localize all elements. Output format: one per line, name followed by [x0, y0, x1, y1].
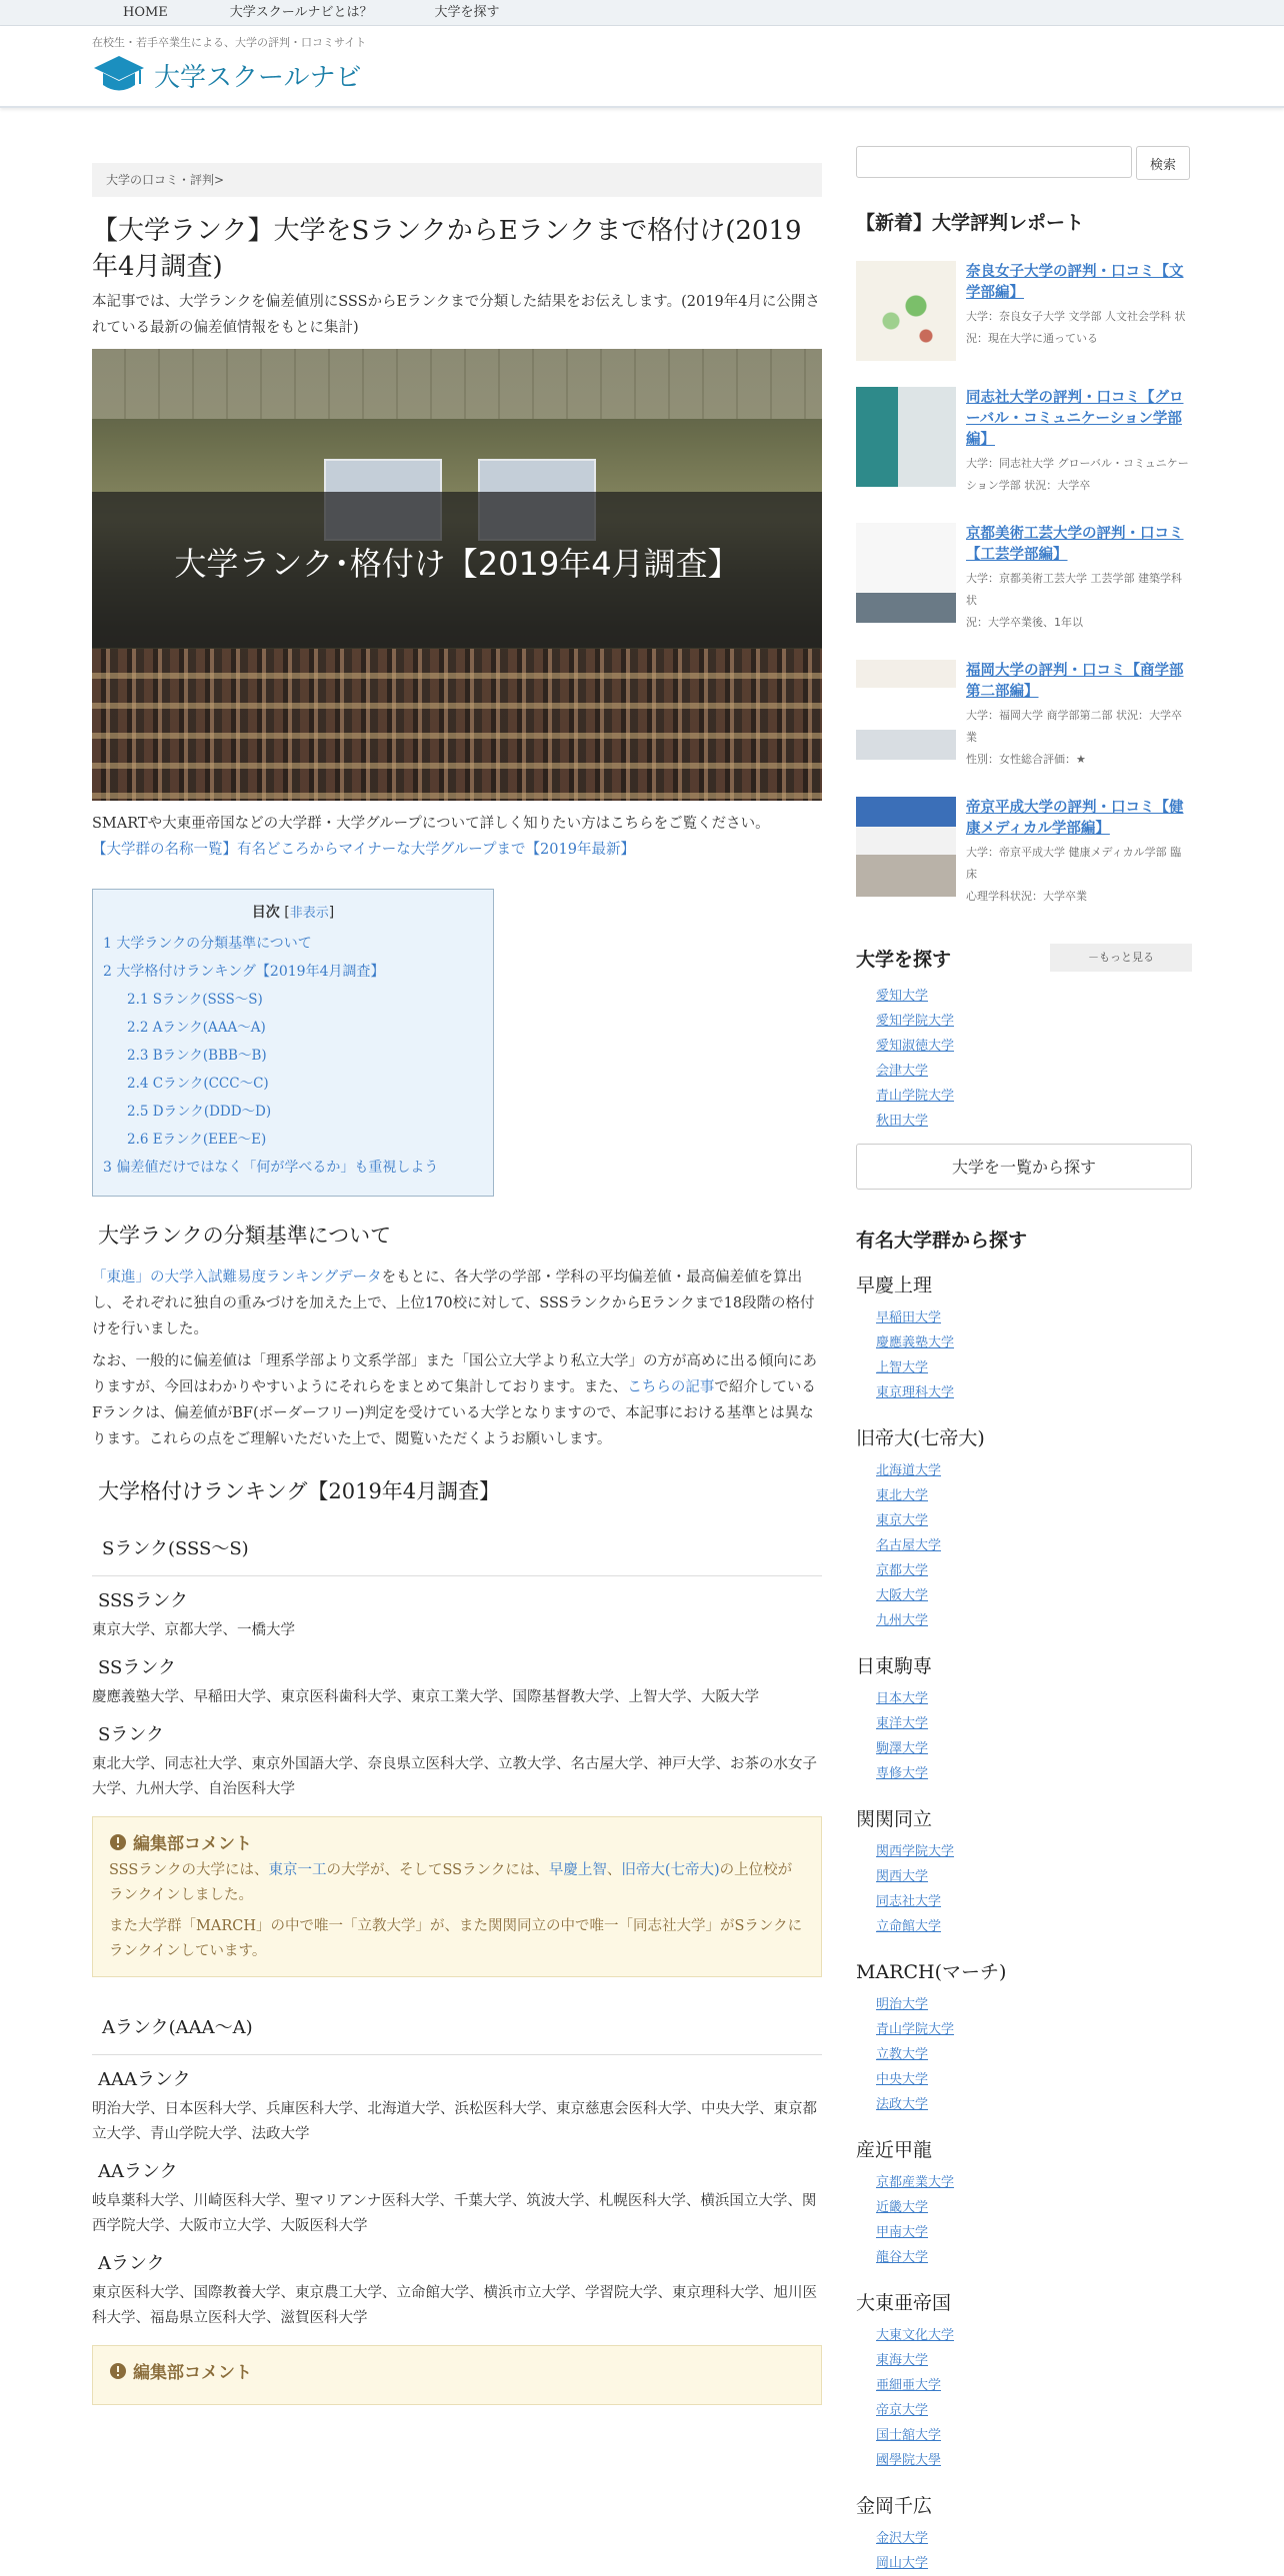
university-link[interactable]: 秋田大学 — [876, 1114, 929, 1129]
main-content — [92, 163, 822, 2405]
site-header — [0, 26, 1284, 108]
university-link[interactable]: 九州大学 — [876, 1613, 929, 1628]
university-link[interactable]: 龍谷大学 — [876, 2250, 929, 2265]
criteria-text: をもとに、各大学の学部・学科の平均偏差値・最高偏差値を算出し、それぞれに独自の重みづけを加えた上で、上位170校に対して、SSSランクからEランクまで18段階の格付けを行いました。 — [92, 1270, 815, 1337]
sidebar — [856, 146, 1192, 2576]
toc-header: 目次 [非表示] — [251, 905, 335, 921]
top-nav-item[interactable]: 大学スクールナビとは？ — [229, 5, 373, 20]
report-meta-line: 心理学科状況：大学卒業 — [966, 890, 1087, 903]
toc-item[interactable]: 2.3 Bランク(BBB～B) — [127, 1048, 267, 1064]
site-tagline: 在校生・若手卒業生による、大学の評判・口コミサイト — [92, 36, 367, 49]
university-link[interactable]: 愛知淑徳大学 — [876, 1039, 955, 1054]
university-link[interactable]: 東洋大学 — [876, 1716, 929, 1731]
rank-list-a: 東京医科大学、国際教養大学、東京農工大学、立命館大学、横浜市立大学、学習院大学、東京理科大学、旭川医科大学、福島県立医科大学、滋賀医科大学 — [92, 2285, 817, 2326]
university-group-title: 関関同立 — [856, 1808, 933, 1830]
desk-rows-graphic — [92, 649, 822, 801]
top-nav-bar — [0, 0, 1284, 26]
university-group-list — [856, 1839, 1192, 1939]
toc-item[interactable]: 2.2 Aランク(AAA～A) — [127, 1020, 266, 1036]
toc-heading: 目次 — [251, 905, 280, 921]
university-link[interactable]: 愛知大学 — [876, 989, 929, 1004]
university-link[interactable]: 立命館大学 — [876, 1919, 942, 1934]
rank-label-s: Sランク — [98, 1724, 164, 1745]
report-meta — [966, 453, 1192, 497]
university-link[interactable]: 北海道大学 — [876, 1463, 942, 1478]
subsection-s-rank: Sランク(SSS～S) — [92, 1522, 822, 1576]
criteria-paragraph-2 — [92, 1348, 822, 1452]
report-card[interactable] — [856, 797, 1192, 908]
university-group-list — [856, 2526, 1192, 2576]
report-meta-line: 大学：京都美術工芸大学 工芸学部 建築学科 状 — [966, 572, 1182, 607]
tokyo-ikko-link[interactable]: 東京一工 — [268, 1862, 327, 1878]
report-title-link[interactable]: 奈良女子大学の評判・口コミ【文学部編】 — [966, 263, 1184, 301]
comment-text: の上位校がランクインしました。 — [109, 1862, 793, 1903]
rank-label-ss: SSランク — [98, 1657, 176, 1678]
university-group-title: MARCH(マーチ) — [856, 1961, 1007, 1983]
university-link[interactable]: 駒澤大学 — [876, 1741, 929, 1756]
find-university-header — [856, 944, 1192, 972]
rank-list-aa: 岐阜薬科大学、川崎医科大学、聖マリアンナ医科大学、千葉大学、筑波大学、札幌医科大学、横浜国立大学、関西学院大学、大阪市立大学、大阪医科大学 — [92, 2193, 817, 2234]
university-link[interactable]: 早稲田大学 — [876, 1310, 942, 1325]
rank-list-s: 東北大学、同志社大学、東京外国語大学、奈良県立医科大学、立教大学、名古屋大学、神戸大学、お茶の水女子大学、九州大学、自治医科大学 — [92, 1756, 817, 1797]
university-group-list — [856, 1992, 1192, 2117]
university-link[interactable]: 愛知学院大学 — [876, 1014, 955, 1029]
report-thumbnail[interactable] — [856, 387, 956, 487]
search-form — [856, 146, 1192, 180]
report-body — [966, 387, 1192, 497]
report-thumbnail[interactable] — [856, 261, 956, 361]
university-link[interactable]: 専修大学 — [876, 1766, 929, 1781]
report-meta-line: 性別：女性総合評価：★ — [966, 753, 1086, 766]
university-link[interactable]: 國學院大學 — [876, 2453, 942, 2468]
search-button[interactable]: 検索 — [1136, 146, 1190, 180]
rank-list-aaa: 明治大学、日本医科大学、兵庫医科大学、北海道大学、浜松医科大学、東京慈恵会医科大学、中央大学、東京都立大学、青山学院大学、法政大学 — [92, 2101, 817, 2142]
university-link[interactable]: 東海大学 — [876, 2353, 929, 2368]
toc-item[interactable]: 2.5 Dランク(DDD～D) — [127, 1104, 272, 1120]
university-group-title: 日東駒専 — [856, 1655, 933, 1677]
university-link[interactable]: 関西学院大学 — [876, 1844, 955, 1859]
university-link[interactable]: 甲南大学 — [876, 2225, 929, 2240]
rank-label-aa: AAランク — [98, 2161, 178, 2182]
toc-item[interactable]: 3 偏差値だけではなく「何が学べるか」も重視しよう — [103, 1160, 439, 1176]
editor-comment-text-1 — [109, 1858, 805, 1908]
search-input[interactable] — [856, 146, 1132, 178]
report-card[interactable] — [856, 261, 1192, 361]
university-link[interactable]: 同志社大学 — [876, 1894, 942, 1909]
groups-heading: 有名大学群から探す — [856, 1230, 1028, 1252]
university-link[interactable]: 京都大学 — [876, 1563, 929, 1578]
report-meta — [966, 306, 1192, 350]
report-meta-line: 況：現在大学に通っている — [966, 332, 1098, 345]
exclamation-circle-icon — [109, 1833, 127, 1851]
table-of-contents — [92, 889, 494, 1197]
university-group-title: 産近甲龍 — [856, 2139, 933, 2161]
university-link[interactable]: 上智大学 — [876, 1360, 929, 1375]
report-meta-line: 大学：帝京平成大学 健康メディカル学部 臨床 — [966, 846, 1182, 881]
breadcrumb[interactable]: 大学の口コミ・評判> — [92, 163, 822, 197]
university-link[interactable]: 国士舘大学 — [876, 2428, 942, 2443]
report-body — [966, 523, 1192, 634]
university-link[interactable]: 立教大学 — [876, 2047, 929, 2062]
criteria-text: で紹介しているFランクは、偏差値がBF(ボーダーフリー)判定を受けている大学となりますので、本記事における基準とは異なります。これらの点をご理解いただいた上で、閲覧いただくようお願いします。 — [92, 1379, 816, 1447]
university-link[interactable]: 青山学院大学 — [876, 2022, 955, 2037]
report-thumbnail[interactable] — [856, 660, 956, 760]
top-nav-item[interactable]: 大学を探す — [434, 5, 500, 20]
university-link[interactable]: 帝京大学 — [876, 2403, 929, 2418]
kyu-teidai-link[interactable]: 旧帝大(七帝大) — [621, 1862, 720, 1878]
criteria-text: なお、一般的に偏差値は「理系学部より文系学部」また「国公立大学より私立大学」の方が高めに出る傾向にありますが、今回はわかりやすいようにそれらをまとめて集計しております。また、 — [92, 1353, 817, 1395]
report-thumbnail[interactable] — [856, 797, 956, 897]
university-link[interactable]: 東京理科大学 — [876, 1385, 955, 1400]
report-meta-line: 大学：奈良女子大学 文学部 人文社会学科 状 — [966, 310, 1186, 323]
section-heading-criteria: 大学ランクの分類基準について — [98, 1224, 392, 1248]
toc-item[interactable]: 2.1 Sランク(SSS～S) — [127, 992, 263, 1008]
sokei-jochi-link[interactable]: 早慶上智 — [548, 1862, 607, 1878]
editor-comment-header — [109, 1829, 805, 1854]
exclamation-circle-icon — [109, 2362, 127, 2380]
toc-item[interactable]: 1 大学ランクの分類基準について — [103, 936, 312, 952]
university-link[interactable]: 関西大学 — [876, 1869, 929, 1884]
university-group-title: 旧帝大(七帝大) — [856, 1427, 985, 1449]
rank-list-ss: 慶應義塾大学、早稲田大学、東京医科歯科大学、東京工業大学、国際基督教大学、上智大学、大阪大学 — [92, 1689, 759, 1705]
report-body — [966, 797, 1192, 908]
report-body — [966, 261, 1192, 361]
editor-comment-title: 編集部コメント — [133, 1834, 252, 1854]
toc-item[interactable]: 2.4 Cランク(CCC～C) — [127, 1076, 269, 1092]
university-link[interactable]: 岡山大学 — [876, 2556, 929, 2571]
report-card[interactable] — [856, 660, 1192, 771]
university-link[interactable]: 法政大学 — [876, 2097, 929, 2112]
report-title-link[interactable]: 帝京平成大学の評判・口コミ【健康メディカル学部編】 — [966, 799, 1184, 837]
logo-text: 大学スクールナビ — [154, 62, 362, 93]
rank-label-aaa: AAAランク — [98, 2069, 191, 2090]
editor-comment-title-2: 編集部コメント — [133, 2363, 252, 2383]
find-university-list — [856, 984, 1192, 1134]
criteria-paragraph-1 — [92, 1265, 822, 1342]
university-link[interactable]: 京都産業大学 — [876, 2175, 955, 2190]
report-meta-line: 況：大学卒業後、1年以 — [966, 616, 1083, 629]
university-link[interactable]: 中央大学 — [876, 2072, 929, 2087]
university-group-list — [856, 1686, 1192, 1786]
comment-text: 、 — [606, 1862, 622, 1878]
report-card[interactable] — [856, 523, 1192, 634]
university-link[interactable]: 名古屋大学 — [876, 1538, 942, 1553]
f-rank-article-link[interactable]: こちらの記事 — [627, 1379, 715, 1395]
university-link[interactable]: 近畿大学 — [876, 2200, 929, 2215]
university-link[interactable]: 東京大学 — [876, 1513, 929, 1528]
report-card[interactable] — [856, 387, 1192, 497]
report-body — [966, 660, 1192, 771]
university-link[interactable]: 東北大学 — [876, 1488, 929, 1503]
top-nav-item[interactable]: HOME — [123, 5, 168, 20]
comment-text: SSSランクの大学には、 — [109, 1862, 269, 1878]
hero-title: 大学ランク･格付け【2019年4月調査】 — [174, 545, 740, 583]
rank-list-sss: 東京大学、京都大学、一橋大学 — [92, 1622, 295, 1638]
comment-text: の大学が、そしてSSランクには、 — [326, 1862, 549, 1878]
editor-comment-text-2: また大学群「MARCH」の中で唯一「立教大学」が、また関関同立の中で唯一「同志社大学」がSランクにランクインしています。 — [109, 1918, 803, 1959]
university-link[interactable]: 明治大学 — [876, 1997, 929, 2012]
university-link[interactable]: 日本大学 — [876, 1691, 929, 1706]
subsection-a-rank: Aランク(AAA～A) — [92, 2001, 822, 2055]
report-title-link[interactable]: 京都美術工芸大学の評判・口コミ【工芸学部編】 — [966, 525, 1184, 563]
university-link[interactable]: 亜細亜大学 — [876, 2378, 942, 2393]
editor-comment-box — [92, 1816, 822, 1977]
show-more-button[interactable]: －もっと見る — [1050, 944, 1192, 972]
ceiling-graphic — [92, 349, 822, 419]
article-intro: 本記事では、大学ランクを偏差値別にSSSからEランクまで分類した結果をお伝えします。(2019年4月に公開されている最新の偏差値情報をもとに集計) — [92, 294, 820, 336]
university-group-title: 金岡千広 — [856, 2495, 933, 2517]
university-group-list — [856, 1305, 1192, 1405]
report-meta — [966, 568, 1192, 634]
university-group-list — [856, 2170, 1192, 2270]
university-link[interactable]: 青山学院大学 — [876, 1089, 955, 1104]
university-link[interactable]: 慶應義塾大学 — [876, 1335, 955, 1350]
group-note: SMARTや大東亜帝国などの大学群・大学グループについて詳しく知りたい方はこちらをご覧ください。 — [92, 816, 770, 832]
university-group-list — [856, 2323, 1192, 2473]
reports-heading: 【新着】大学評判レポート — [856, 212, 1085, 234]
section-heading-ranking: 大学格付けランキング【2019年4月調査】 — [98, 1479, 501, 1503]
graduation-cap-icon — [92, 52, 146, 98]
hero-image — [92, 349, 822, 801]
toc-item[interactable]: 2.6 Eランク(EEE～E) — [127, 1132, 267, 1148]
report-meta-line: 大学：福岡大学 商学部第二部 状況：大学卒業 — [966, 709, 1182, 744]
university-link[interactable]: 大阪大学 — [876, 1588, 929, 1603]
report-title-link[interactable]: 福岡大学の評判・口コミ【商学部第二部編】 — [966, 662, 1184, 700]
university-link[interactable]: 大東文化大学 — [876, 2328, 955, 2343]
report-meta-line: ション学部 状況：大学卒 — [966, 479, 1091, 492]
university-link[interactable]: 会津大学 — [876, 1064, 929, 1079]
university-group-title: 早慶上理 — [856, 1275, 933, 1296]
find-university-heading: 大学を探す — [856, 948, 952, 971]
site-logo[interactable] — [92, 52, 361, 98]
toshin-data-link[interactable]: 「東進」の大学入試難易度ランキングデータ — [92, 1270, 382, 1286]
university-group-title: 大東亜帝国 — [856, 2292, 952, 2314]
editor-comment-header-2 — [109, 2358, 805, 2383]
article-title: 【大学ランク】大学をSランクからEランクまで格付け(2019年4月調査) — [92, 216, 802, 282]
university-group-list — [856, 1458, 1192, 1633]
report-meta-line: 大学：同志社大学 グローバル・コミュニケー — [966, 457, 1189, 470]
report-meta — [966, 705, 1192, 771]
rank-label-sss: SSSランク — [98, 1590, 189, 1611]
report-thumbnail[interactable] — [856, 523, 956, 623]
toc-toggle-link[interactable]: 非表示 — [289, 906, 329, 921]
rank-label-a: Aランク — [98, 2253, 165, 2274]
toc-item[interactable]: 2 大学格付けランキング【2019年4月調査】 — [103, 964, 385, 980]
university-link[interactable]: 金沢大学 — [876, 2531, 929, 2546]
related-article-link[interactable]: 【大学群の名称一覧】有名どころからマイナーな大学グループまで【2019年最新】 — [92, 842, 635, 858]
list-all-universities-button[interactable]: 大学を一覧から探す — [856, 1144, 1192, 1190]
editor-comment-box-2 — [92, 2345, 822, 2405]
report-title-link[interactable]: 同志社大学の評判・口コミ【グローバル・コミュニケーション学部編】 — [966, 389, 1184, 448]
report-meta — [966, 842, 1192, 908]
